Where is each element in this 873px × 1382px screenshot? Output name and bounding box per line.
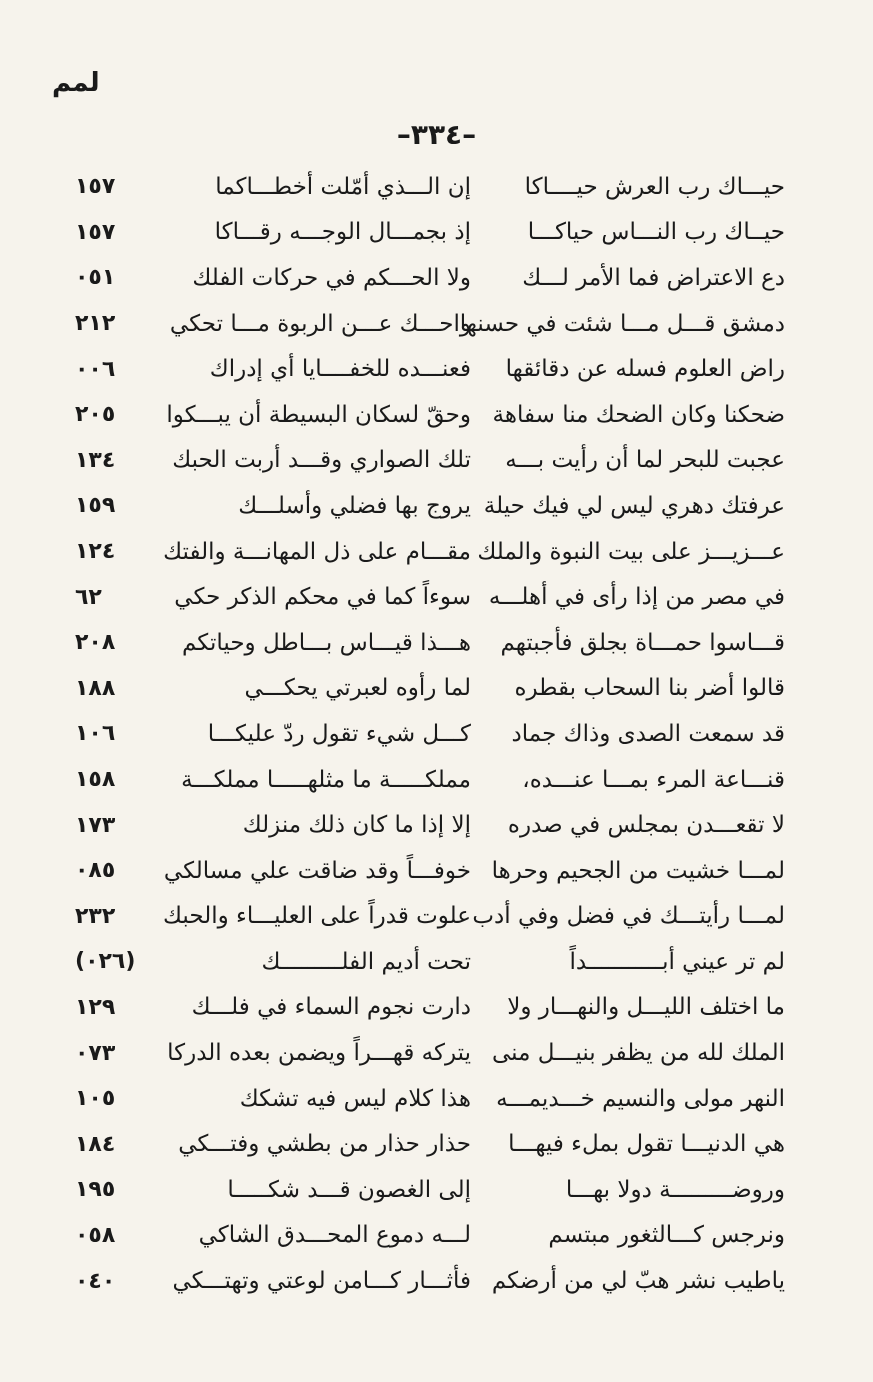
second-hemistich: واحـــك عـــن الربوة مـــا تحكي bbox=[169, 310, 471, 337]
second-hemistich: كـــل شيء تقول ردّ عليكـــا bbox=[207, 720, 471, 747]
first-hemistich: عـــزيـــز على بيت النبوة والملك bbox=[477, 538, 785, 565]
second-hemistich: يروج بها فضلي وأسلـــك bbox=[238, 492, 471, 519]
verse-row bbox=[75, 1121, 785, 1167]
first-hemistich: دع الاعتراض فما الأمر لـــك bbox=[522, 264, 785, 291]
first-hemistich: قـــاسوا حمـــاة بجلق فأجبتهم bbox=[500, 629, 785, 656]
reference-number: ١٥٩ bbox=[75, 493, 116, 519]
second-hemistich: إن الـــذي أمّلت أخطـــاكما bbox=[215, 173, 471, 200]
second-hemistich: مقـــام على ذل المهانـــة والفتك bbox=[163, 538, 471, 565]
second-hemistich: إذ بجمـــال الوجـــه رقـــاكا bbox=[214, 219, 471, 246]
verse-row bbox=[75, 255, 785, 301]
second-hemistich: مملكـــــة ما مثلهـــــا مملكـــة bbox=[181, 766, 471, 793]
page-number: –٣٣٤– bbox=[396, 118, 477, 151]
first-hemistich: لا تقعـــدن بمجلس في صدره bbox=[507, 812, 785, 839]
reference-number: ٢٣٢ bbox=[75, 903, 116, 929]
reference-number: ٠٥٨ bbox=[75, 1222, 116, 1248]
reference-number: ٠٥١ bbox=[75, 265, 116, 291]
second-hemistich: تحت أديم الفلـــــــــك bbox=[261, 948, 471, 975]
first-hemistich: في مصر من إذا رأى في أهلـــه bbox=[488, 584, 785, 611]
reference-number: ١٠٥ bbox=[75, 1086, 116, 1112]
first-hemistich: ما اختلف الليـــل والنهـــار ولا bbox=[507, 994, 785, 1021]
first-hemistich: لمـــا خشيت من الجحيم وحرها bbox=[491, 857, 785, 884]
first-hemistich: عجبت للبحر لما أن رأيت بـــه bbox=[505, 447, 785, 474]
second-hemistich: علوت قدراً على العليـــاء والحبك bbox=[163, 903, 471, 930]
reference-number: ١٢٤ bbox=[75, 539, 116, 565]
verse-row bbox=[75, 848, 785, 894]
verse-index-list bbox=[75, 164, 785, 1304]
reference-number: ٠٧٣ bbox=[75, 1040, 116, 1066]
verse-row bbox=[75, 757, 785, 803]
corner-mark: لمم bbox=[52, 68, 100, 98]
reference-number: ١٢٩ bbox=[75, 994, 116, 1020]
second-hemistich: حذار حذار من بطشي وفتـــكي bbox=[178, 1131, 471, 1158]
first-hemistich: ونرجس كـــالثغور مبتسم bbox=[548, 1222, 785, 1249]
reference-number: ١٨٤ bbox=[75, 1131, 116, 1157]
first-hemistich: حيـــاك رب العرش حيــــاكا bbox=[524, 173, 785, 200]
verse-row bbox=[75, 939, 785, 985]
reference-number: ١٧٣ bbox=[75, 812, 116, 838]
verse-row bbox=[75, 483, 785, 529]
verse-row bbox=[75, 438, 785, 484]
second-hemistich: ولا الحـــكم في حركات الفلك bbox=[192, 264, 471, 291]
verse-row bbox=[75, 346, 785, 392]
second-hemistich: خوفـــاً وقد ضاقت علي مسالكي bbox=[163, 857, 471, 884]
verse-row bbox=[75, 1167, 785, 1213]
reference-number: ١٣٤ bbox=[75, 447, 116, 473]
verse-row bbox=[75, 210, 785, 256]
verse-row bbox=[75, 620, 785, 666]
reference-number: ٦٢ bbox=[75, 584, 102, 610]
first-hemistich: الملك لله من يظفر بنيـــل منى bbox=[492, 1040, 785, 1067]
second-hemistich: إلى الغصون قـــد شكـــــا bbox=[227, 1176, 471, 1203]
first-hemistich: ضحكنا وكان الضحك منا سفاهة bbox=[492, 401, 785, 428]
first-hemistich: دمشق قـــل مـــا شئت في حسنها bbox=[459, 310, 785, 337]
reference-number: ١٠٦ bbox=[75, 721, 116, 747]
second-hemistich: لـــه دموع المحـــدق الشاكي bbox=[198, 1222, 471, 1249]
second-hemistich: هذا كلام ليس فيه تشكك bbox=[239, 1085, 471, 1112]
first-hemistich: عرفتك دهري ليس لي فيك حيلة bbox=[483, 492, 785, 519]
verse-row bbox=[75, 574, 785, 620]
first-hemistich: حيــاك رب النـــاس حياكـــا bbox=[527, 219, 785, 246]
first-hemistich: لم تر عيني أبـــــــــــداً bbox=[569, 948, 785, 975]
verse-row bbox=[75, 711, 785, 757]
verse-row bbox=[75, 301, 785, 347]
second-hemistich: تلك الصواري وقـــد أربت الحبك bbox=[172, 447, 471, 474]
reference-number: (٠٢٦) bbox=[75, 949, 136, 975]
first-hemistich: وروضـــــــــة دولا بهـــا bbox=[565, 1176, 785, 1203]
reference-number: ١٥٧ bbox=[75, 219, 116, 245]
verse-row bbox=[75, 802, 785, 848]
verse-row bbox=[75, 985, 785, 1031]
second-hemistich: لما رأوه لعبرتي يحكـــي bbox=[244, 675, 471, 702]
verse-row bbox=[75, 666, 785, 712]
first-hemistich: قالوا أضر بنا السحاب بقطره bbox=[514, 675, 785, 702]
first-hemistich: هي الدنيـــا تقول بملء فيهـــا bbox=[508, 1131, 785, 1158]
verse-row bbox=[75, 392, 785, 438]
reference-number: ٠٠٦ bbox=[75, 356, 116, 382]
reference-number: ١٥٨ bbox=[75, 767, 116, 793]
verse-row bbox=[75, 1258, 785, 1304]
second-hemistich: هـــذا قيـــاس بـــاطل وحياتكم bbox=[181, 629, 471, 656]
first-hemistich: قد سمعت الصدى وذاك جماد bbox=[511, 720, 785, 747]
verse-row bbox=[75, 894, 785, 940]
verse-row bbox=[75, 1030, 785, 1076]
reference-number: ١٥٧ bbox=[75, 174, 116, 200]
reference-number: ٠٤٠ bbox=[75, 1268, 116, 1294]
verse-row bbox=[75, 1076, 785, 1122]
second-hemistich: يتركه قهـــراً ويضمن بعده الدركا bbox=[167, 1040, 471, 1067]
second-hemistich: دارت نجوم السماء في فلـــك bbox=[191, 994, 471, 1021]
second-hemistich: سوءاً كما في محكم الذكر حكي bbox=[174, 584, 471, 611]
second-hemistich: وحقّ لسكان البسيطة أن يبـــكوا bbox=[166, 401, 471, 428]
reference-number: ٠٨٥ bbox=[75, 858, 116, 884]
verse-row bbox=[75, 529, 785, 575]
second-hemistich: إلا إذا ما كان ذلك منزلك bbox=[242, 812, 471, 839]
first-hemistich: قنـــاعة المرء بمـــا عنـــده، bbox=[522, 766, 785, 793]
first-hemistich: لمـــا رأيتـــك في فضل وفي أدب bbox=[472, 903, 785, 930]
reference-number: ١٨٨ bbox=[75, 675, 116, 701]
reference-number: ٢٠٨ bbox=[75, 630, 116, 656]
reference-number: ٢١٢ bbox=[75, 311, 116, 337]
second-hemistich: فأثـــار كـــامن لوعتي وتهتـــكي bbox=[172, 1268, 471, 1295]
verse-row bbox=[75, 164, 785, 210]
second-hemistich: فعنـــده للخفــــايا أي إدراك bbox=[209, 356, 471, 383]
verse-row bbox=[75, 1213, 785, 1259]
reference-number: ١٩٥ bbox=[75, 1177, 116, 1203]
first-hemistich: راض العلوم فسله عن دقائقها bbox=[505, 356, 785, 383]
first-hemistich: النهر مولى والنسيم خـــديمـــه bbox=[496, 1085, 785, 1112]
first-hemistich: ياطيب نشر هبّ لي من أرضكم bbox=[491, 1268, 785, 1295]
reference-number: ٢٠٥ bbox=[75, 402, 116, 428]
